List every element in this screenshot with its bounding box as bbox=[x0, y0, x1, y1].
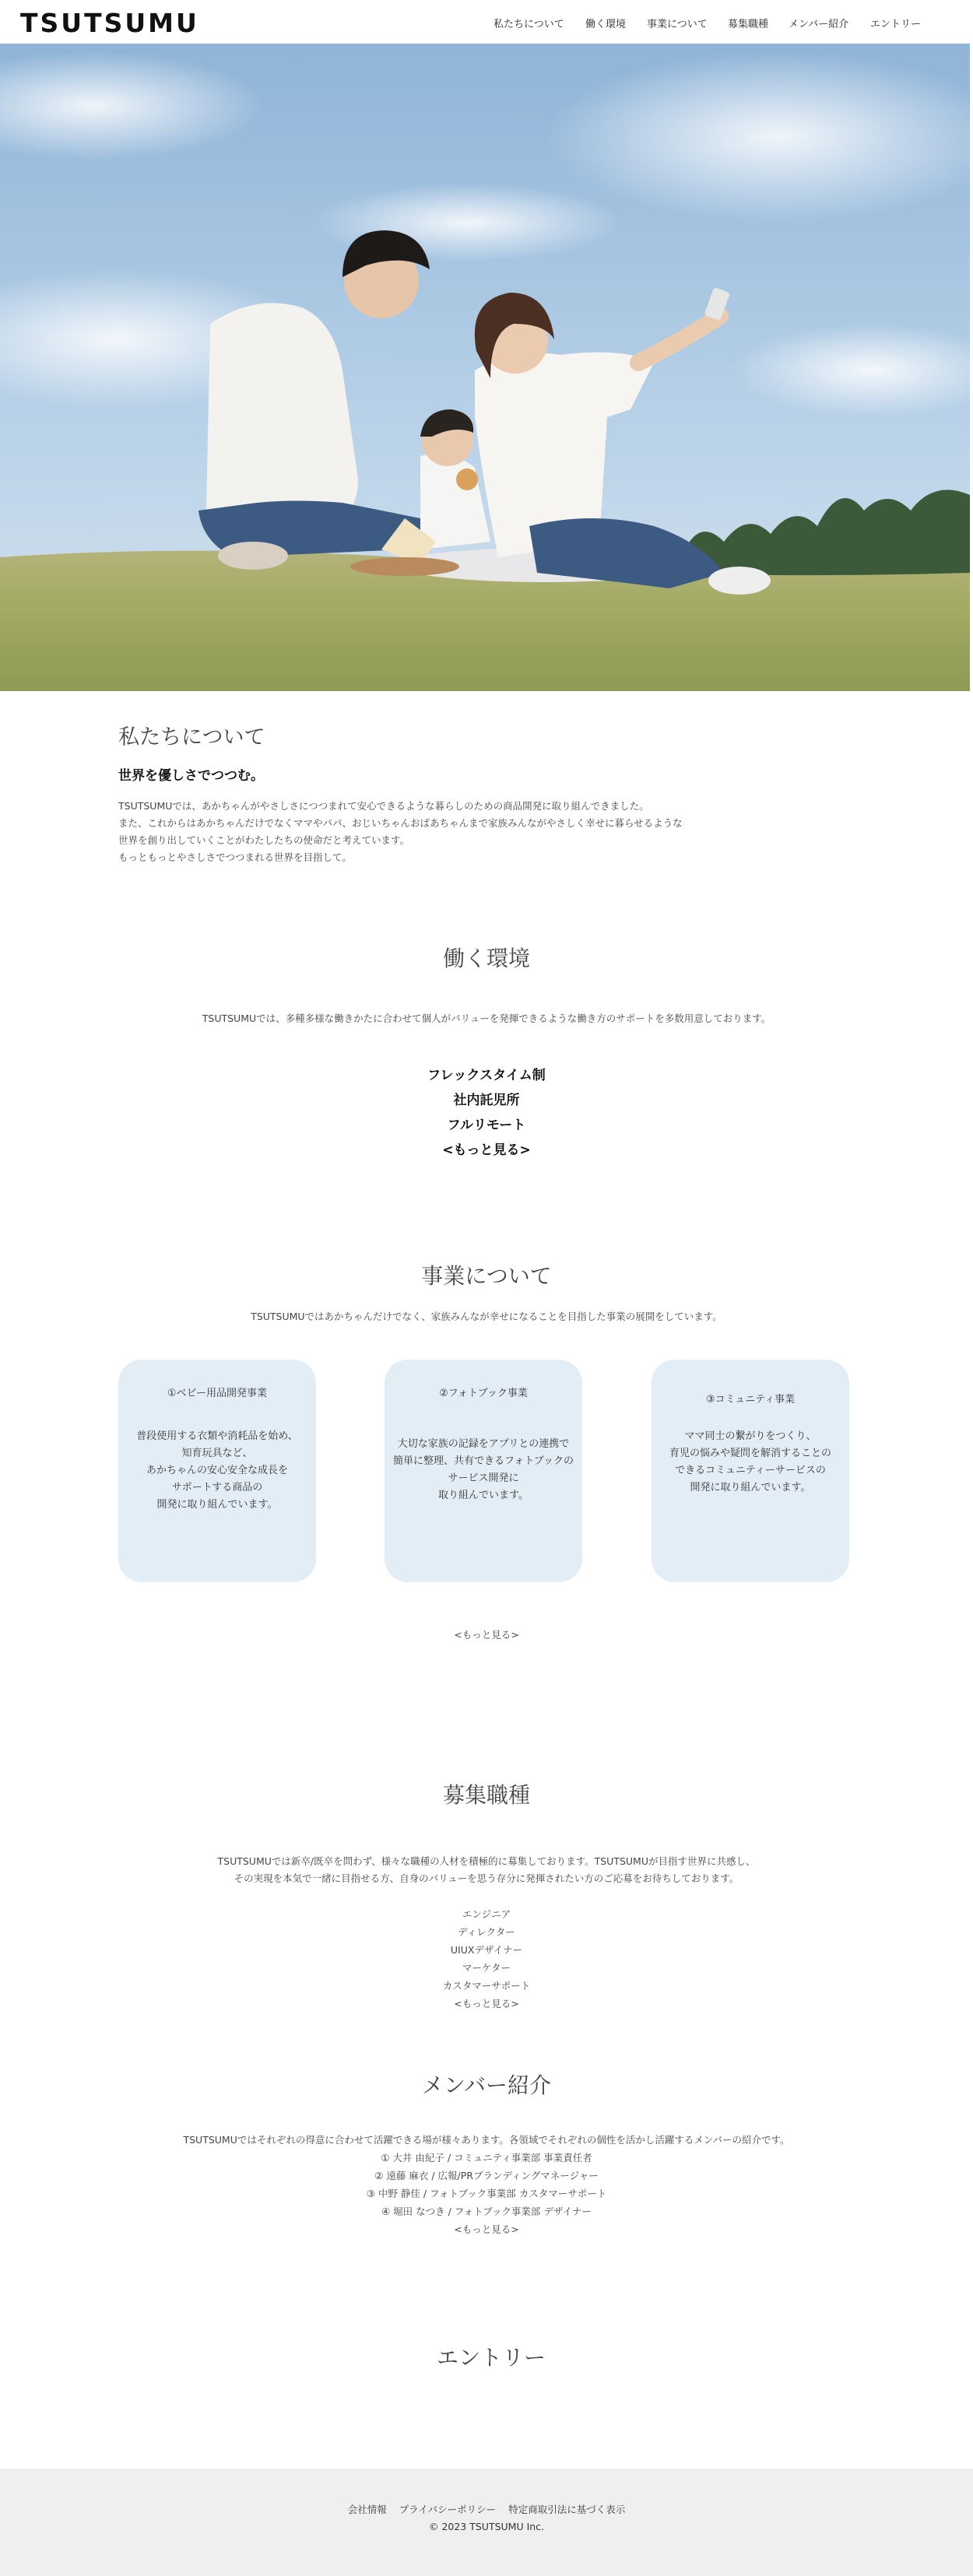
job-item[interactable]: カスタマーサポート bbox=[442, 1980, 531, 1992]
footer-link-company[interactable]: 会社情報 bbox=[347, 2504, 387, 2515]
global-nav bbox=[0, 17, 973, 33]
recruit-description-line: TSUTSUMUでは新卒/既卒を問わず、様々な職種の人材を積極的に募集しております。TSUTSUMUが目指す世界に共感し、 bbox=[217, 1855, 756, 1867]
environment-feature-list bbox=[0, 1063, 973, 1163]
card-body bbox=[652, 1428, 849, 1497]
card-line: できるコミュニティーサービスの bbox=[675, 1465, 826, 1476]
nav-link-environment[interactable]: 働く環境 bbox=[585, 19, 627, 30]
members-title: メンバー紹介 bbox=[421, 2072, 552, 2098]
environment-feature: フレックスタイム制 bbox=[427, 1068, 546, 1083]
member-list bbox=[0, 2149, 973, 2238]
site-header bbox=[0, 0, 973, 44]
business-title: 事業について bbox=[421, 1263, 552, 1289]
card-line: 大切な家族の記録をアプリとの連携で bbox=[397, 1438, 570, 1450]
footer-link-privacy[interactable]: プライバシーポリシー bbox=[399, 2504, 497, 2515]
card-line: 知育玩具など、 bbox=[181, 1448, 253, 1459]
about-subtitle: 世界を優しさでつつむ。 bbox=[118, 768, 264, 784]
business-more-link[interactable]: <もっと見る> bbox=[454, 1629, 519, 1641]
business-description: TSUTSUMUではあかちゃんだけでなく、家族みんなが幸せになることを目指した事業の展開をしています。 bbox=[251, 1311, 722, 1322]
business-card-community[interactable] bbox=[652, 1360, 849, 1582]
about-text bbox=[118, 798, 683, 866]
member-item[interactable]: ④ 堀田 なつき / フォトブック事業部 デザイナー bbox=[381, 2206, 592, 2217]
recruit-title: 募集職種 bbox=[442, 1782, 530, 1808]
site-footer bbox=[0, 2469, 973, 2576]
logo[interactable]: TSUTSUMU bbox=[20, 8, 199, 38]
about-line: また、これからはあかちゃんだけでなくママやパパ、おじいちゃんおばあちゃんまで家族みんながやさしく幸せに暮らせるような bbox=[118, 817, 683, 829]
job-item[interactable]: エンジニア bbox=[462, 1908, 511, 1920]
environment-title: 働く環境 bbox=[442, 946, 530, 971]
card-line: ママ同士の繋がりをつくり、 bbox=[684, 1430, 817, 1442]
member-item[interactable]: ③ 中野 静佳 / フォトブック事業部 カスタマーサポート bbox=[366, 2188, 607, 2199]
job-item[interactable]: ディレクター bbox=[458, 1926, 515, 1938]
card-line: サポートする商品の bbox=[171, 1482, 263, 1493]
card-title: ②フォトブック事業 bbox=[439, 1388, 528, 1399]
nav-link-business[interactable]: 事業について bbox=[647, 19, 708, 30]
card-line: あかちゃんの安心安全な成長を bbox=[146, 1465, 288, 1476]
about-line: 世界を創り出していくことがわたしたちの使命だと考えています。 bbox=[118, 834, 410, 846]
member-item[interactable]: ② 遠藤 麻衣 / 広報/PRブランディングマネージャー bbox=[374, 2170, 599, 2181]
job-item[interactable]: UIUXデザイナー bbox=[450, 1944, 523, 1956]
nav-link-recruit[interactable]: 募集職種 bbox=[728, 19, 769, 30]
card-body bbox=[118, 1428, 316, 1514]
recruit-more-link[interactable]: <もっと見る> bbox=[454, 1998, 519, 2009]
job-item[interactable]: マーケター bbox=[462, 1962, 511, 1974]
card-line: 開発に取り組んでいます。 bbox=[690, 1482, 811, 1493]
members-more-link[interactable]: <もっと見る> bbox=[454, 2223, 519, 2235]
entry-title[interactable]: エントリー bbox=[436, 2345, 546, 2371]
card-line: 育児の悩みや疑問を解消することの bbox=[669, 1448, 831, 1459]
nav-link-about[interactable]: 私たちについて bbox=[494, 19, 564, 30]
footer-links bbox=[0, 2502, 973, 2516]
recruit-description-line: その実現を本気で一緒に目指せる方、自身のバリューを思う存分に発揮されたい方のご応募をお待ちしております。 bbox=[234, 1872, 739, 1884]
hero-image bbox=[0, 44, 970, 691]
business-card-photobook[interactable] bbox=[385, 1360, 582, 1582]
card-title: ①ベビー用品開発事業 bbox=[167, 1388, 268, 1399]
environment-feature: フルリモート bbox=[447, 1118, 526, 1133]
card-line: 開発に取り組んでいます。 bbox=[156, 1499, 278, 1511]
footer-link-tokushoho[interactable]: 特定商取引法に基づく表示 bbox=[508, 2504, 626, 2515]
member-item[interactable]: ① 大井 由紀子 / コミュニティ事業部 事業責任者 bbox=[381, 2152, 592, 2164]
card-line: サービス開発に bbox=[448, 1472, 519, 1484]
environment-feature: 社内託児所 bbox=[453, 1093, 520, 1108]
environment-more-link[interactable]: <もっと見る> bbox=[442, 1142, 531, 1158]
job-list bbox=[0, 1905, 973, 2013]
recruit-description bbox=[0, 1853, 973, 1887]
nav-link-entry[interactable]: エントリー bbox=[870, 19, 922, 30]
business-card-baby[interactable] bbox=[118, 1360, 316, 1582]
family-picnic-photo bbox=[0, 44, 970, 691]
card-line: 簡単に整理、共有できるフォトブックの bbox=[392, 1455, 574, 1467]
about-line: TSUTSUMUでは、あかちゃんがやさしさにつつまれて安心できるような暮らしのための商品開発に取り組んできました。 bbox=[118, 800, 649, 812]
card-line: 取り組んでいます。 bbox=[438, 1490, 529, 1501]
card-line: 普段使用する衣類や消耗品を始め、 bbox=[136, 1430, 298, 1442]
about-title: 私たちについて bbox=[118, 725, 265, 749]
environment-description: TSUTSUMUでは、多種多様な働きかたに合わせて個人がバリューを発揮できるような働き方のサポートを多数用意しております。 bbox=[202, 1013, 771, 1024]
nav-link-members[interactable]: メンバー紹介 bbox=[789, 19, 849, 30]
about-line: もっともっとやさしさでつつまれる世界を目指して。 bbox=[118, 851, 352, 863]
card-body bbox=[385, 1436, 582, 1504]
card-title: ③コミュニティ事業 bbox=[705, 1394, 796, 1406]
copyright: © 2023 TSUTSUMU Inc. bbox=[428, 2521, 545, 2532]
members-description: TSUTSUMUではそれぞれの得意に合わせて活躍できる場が様々あります。各領域でそれぞれの個性を活かし活躍するメンバーの紹介です。 bbox=[183, 2134, 790, 2146]
